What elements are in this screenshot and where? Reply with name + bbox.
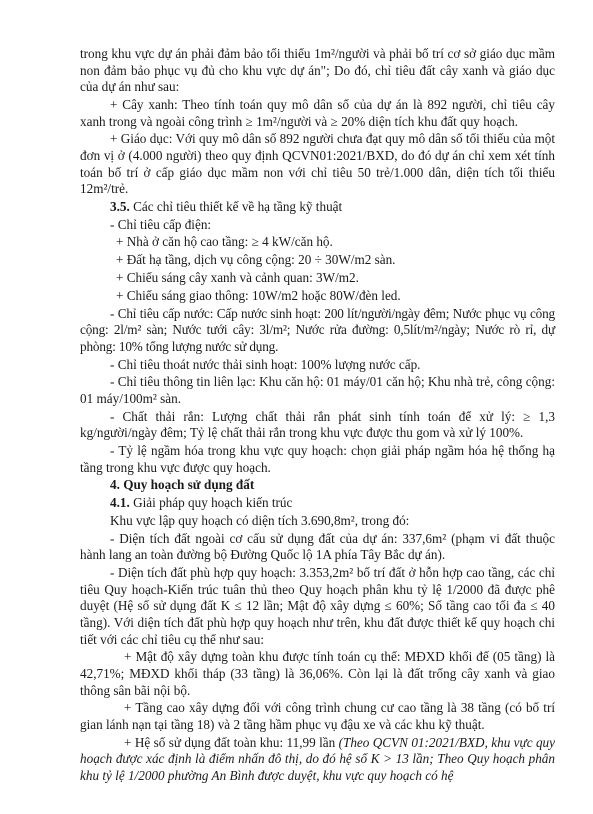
paragraph-floors: + Tầng cao xây dựng đối với công trình chung cư cao tầng là 38 tầng (có bố trí gian lánh nạn tại tầng 18) và 2 tầng hầm phục vụ đậu xe và các khu kỹ thuật. xyxy=(80,700,555,732)
paragraph-land-use-coefficient xyxy=(80,735,555,785)
section-heading-4-1 xyxy=(80,495,555,512)
document-body xyxy=(80,46,555,786)
paragraph-area: Khu vực lập quy hoạch có diện tích 3.690,8m², trong đó: xyxy=(110,513,410,529)
paragraph-excluded-area: - Diện tích đất ngoài cơ cấu sử dụng đất của dự án: 337,6m² (phạm vi đất thuộc hành lang an toàn đường bộ Đường Quốc lộ 1A phía Tây Bắc dự án). xyxy=(80,530,555,563)
coefficient-note: (Theo QCVN 01:2021/BXD, khu vực quy hoạch được xác định là điểm nhấn đô thị, do đó hệ số K > 13 lần; Theo Quy hoạch phân khu tỷ lệ 1/2000 phường An Bình được duyệt, khu vực quy hoạch có hệ xyxy=(80,734,556,783)
coefficient-text: + Hệ số sử dụng đất toàn khu: 11,99 lần xyxy=(124,734,339,750)
paragraph-planned-area: - Diện tích đất phù hợp quy hoạch: 3.353,2m² bố trí đất ở hỗn hợp cao tầng, các chỉ tiêu Quy hoạch-Kiến trúc tuân thủ theo Quy hoạch phân khu tỷ lệ 1/2000 đã được phê duyệt (Hệ số sử dụng đất K ≤ 12 lần; Mật độ xây dựng ≤ 60%; Số tầng cao tối đa ≤ 40 tầng). Với diện tích đất phù hợp quy hoạch như trên, khu đất được thiết kế quy hoạch chi tiết với các chỉ tiêu cụ thể như sau: xyxy=(80,565,555,647)
list-item: + Đất hạ tầng, dịch vụ công cộng: 20 ÷ 30W/m2 sàn. xyxy=(116,252,396,268)
paragraph-drainage: - Chỉ tiêu thoát nước thải sinh hoạt: 100% lượng nước cấp. xyxy=(110,356,421,372)
section-number: 4.1. xyxy=(110,495,130,511)
list-item: + Chiếu sáng cây xanh và cảnh quan: 3W/m2. xyxy=(116,270,359,286)
paragraph-power: - Chỉ tiêu cấp điện: xyxy=(110,216,212,232)
paragraph-education: + Giáo dục: Với quy mô dân số 892 người chưa đạt quy mô dân số tối thiểu của một đơn vị ở (4.000 người) theo quy định QCVN01:2021/BXD, do đó dự án chỉ xem xét tính toán bố trí ở cấp giáo dục mầm non với chỉ tiêu 50 trẻ/1.000 dân, diện tích tối thiểu 12m²/trẻ. xyxy=(80,131,555,197)
section-number: 3.5. xyxy=(110,198,130,214)
section-title: Các chỉ tiêu thiết kế về hạ tầng kỹ thuật xyxy=(129,198,343,214)
paragraph-solid-waste: - Chất thải rắn: Lượng chất thải rắn phát sinh tính toán để xử lý: ≥ 1,3 kg/người/ngày đêm; Tỷ lệ chất thải rắn trong khu vực được thu gom và xử lý 100%. xyxy=(80,408,555,441)
paragraph-telecom: - Chỉ tiêu thông tin liên lạc: Khu căn hộ: 01 máy/01 căn hộ; Khu nhà trẻ, công cộng: 01 máy/100m² sàn. xyxy=(80,374,555,406)
paragraph: trong khu vực dự án phải đảm bảo tối thiểu 1m²/người và phải bố trí cơ sở giáo dục mầm non đảm bảo phục vụ đủ cho khu vực dự án"; Do đó, chỉ tiêu đất cây xanh và giáo dục của dự án như sau: xyxy=(80,46,555,95)
paragraph-underground: - Tỷ lệ ngầm hóa trong khu vực quy hoạch: chọn giải pháp ngầm hóa hệ thống hạ tầng trong khu vực được quy hoạch. xyxy=(80,443,555,475)
paragraph-water-supply: - Chỉ tiêu cấp nước: Cấp nước sinh hoạt: 200 lít/người/ngày đêm; Nước phục vụ công cộng: 2l/m² sàn; Nước tưới cây: 3l/m²; Nước rửa đường: 0,5lít/m²/ngày; Nước rò rỉ, dự phòng: 10% tổng lượng nước sử dụng. xyxy=(80,305,555,354)
section-heading-4: 4. Quy hoạch sử dụng đất xyxy=(110,477,255,493)
list-item: + Chiếu sáng giao thông: 10W/m2 hoặc 80W/đèn led. xyxy=(116,287,401,303)
paragraph-green-space: + Cây xanh: Theo tính toán quy mô dân số của dự án là 892 người, chỉ tiêu cây xanh trong và ngoài công trình ≥ 1m²/người và ≥ 20% diện tích khu đất quy hoạch. xyxy=(80,96,555,129)
section-heading-3-5 xyxy=(80,199,555,216)
paragraph-density: + Mật độ xây dựng toàn khu được tính toán cụ thể: MĐXD khối đế (05 tầng) là 42,71%; MĐXD khối tháp (33 tầng) là 36,06%. Còn lại là đất trống cây xanh và giao thông sân bãi nội bộ. xyxy=(80,649,555,698)
section-title: Giải pháp quy hoạch kiến trúc xyxy=(129,495,293,511)
list-item: + Nhà ở căn hộ cao tầng: ≥ 4 kW/căn hộ. xyxy=(116,234,333,250)
